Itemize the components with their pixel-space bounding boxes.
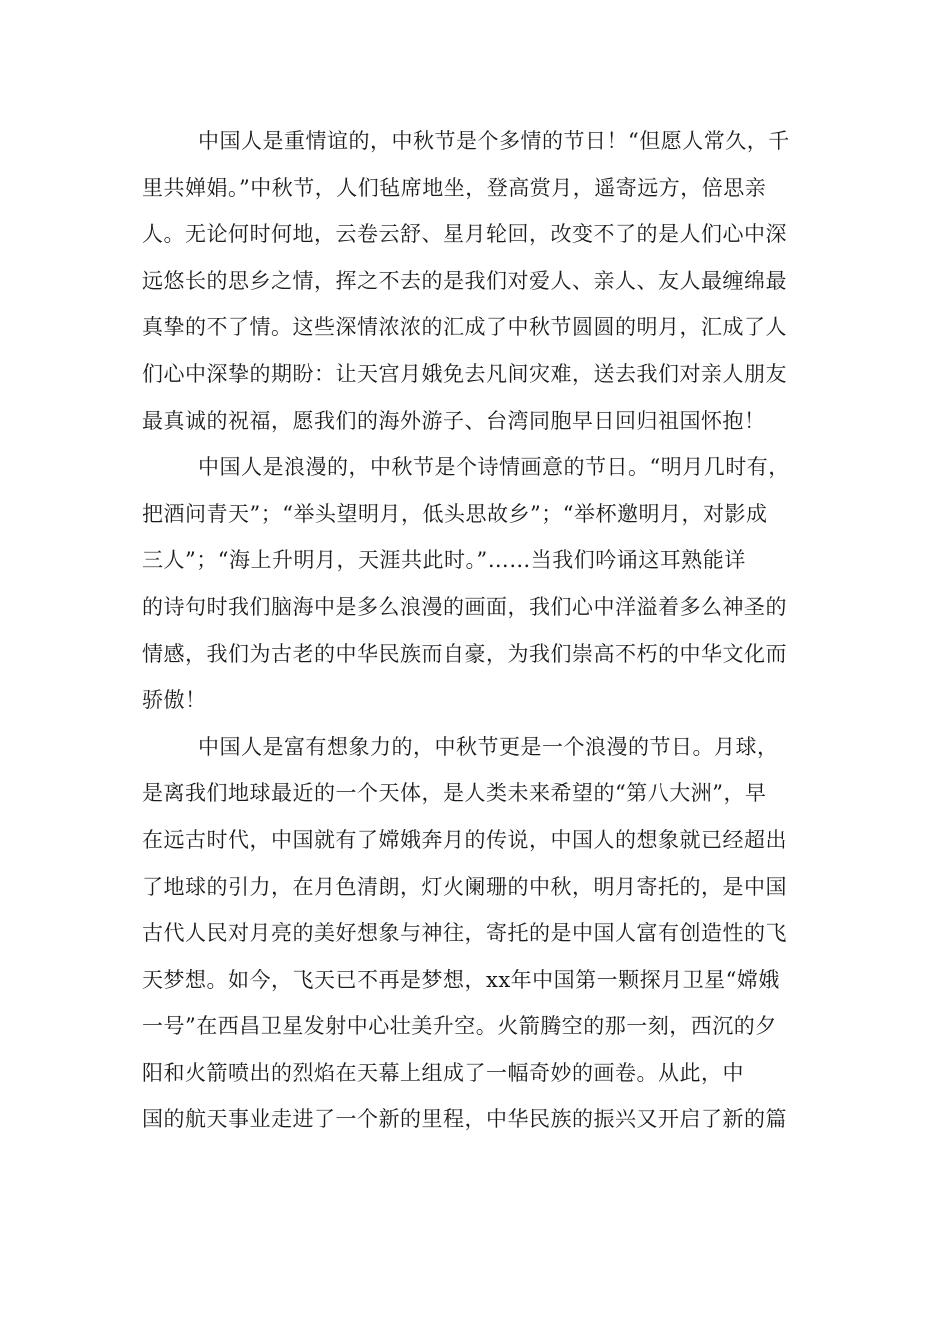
text-line: 国的航天事业走进了一个新的里程，中华民族的振兴又开启了新的篇 xyxy=(142,1107,787,1132)
text-line: 在远古时代，中国就有了嫦娥奔月的传说，中国人的想象就已经超出 xyxy=(142,827,787,852)
text-line: 把酒问青天”；“举头望明月，低头思故乡”；“举杯邀明月，对影成 xyxy=(142,501,768,526)
text-line: 古代人民对月亮的美好想象与神往，寄托的是中国人富有创造性的飞 xyxy=(142,921,787,946)
text-line: 三人”；“海上升明月，天涯共此时。”……当我们吟诵这耳熟能详 xyxy=(142,548,746,573)
text-line: 一号”在西昌卫星发射中心壮美升空。火箭腾空的那一刻，西沉的夕 xyxy=(142,1014,777,1039)
text-line: 的诗句时我们脑海中是多么浪漫的画面，我们心中洋溢着多么神圣的 xyxy=(142,594,787,619)
document-body xyxy=(142,118,832,1143)
text-line: 中国人是重情谊的，中秋节是个多情的节日！“但愿人常久，千 xyxy=(198,129,790,153)
text-line: 中国人是富有想象力的，中秋节更是一个浪漫的节日。月球， xyxy=(198,734,779,759)
paragraph-2 xyxy=(142,444,832,724)
text-line: 们心中深挚的期盼：让天宫月娥免去凡间灾难，送去我们对亲人朋友 xyxy=(142,361,787,386)
text-line: 是离我们地球最近的一个天体，是人类未来希望的“第八大洲”，早 xyxy=(142,781,767,806)
text-line: 里共婵娟。”中秋节，人们毡席地坐，登高赏月，遥寄远方，倍思亲 xyxy=(142,175,767,200)
text-line: 情感，我们为古老的中华民族而自豪，为我们崇高不朽的中华文化而 xyxy=(142,641,787,666)
text-line: 天梦想。如今，飞天已不再是梦想，xx年中国第一颗探月卫星“嫦娥 xyxy=(142,967,780,992)
paragraph-1 xyxy=(142,118,832,444)
text-line: 骄傲！ xyxy=(142,688,207,713)
text-line: 最真诚的祝福，愿我们的海外游子、台湾同胞早日回归祖国怀抱！ xyxy=(142,408,766,433)
paragraph-3 xyxy=(142,724,832,1143)
text-line: 阳和火箭喷出的烈焰在天幕上组成了一幅奇妙的画卷。从此，中 xyxy=(142,1060,744,1085)
text-line: 人。无论何时何地，云卷云舒、星月轮回，改变不了的是人们心中深 xyxy=(142,222,787,247)
text-line: 远悠长的思乡之情，挥之不去的是我们对爱人、亲人、友人最缠绵最 xyxy=(142,268,787,293)
text-line: 了地球的引力，在月色清朗，灯火阑珊的中秋，明月寄托的，是中国 xyxy=(142,874,787,899)
text-line: 中国人是浪漫的，中秋节是个诗情画意的节日。“明月几时有， xyxy=(198,455,790,480)
text-line: 真挚的不了情。这些深情浓浓的汇成了中秋节圆圆的明月，汇成了人 xyxy=(142,315,787,340)
